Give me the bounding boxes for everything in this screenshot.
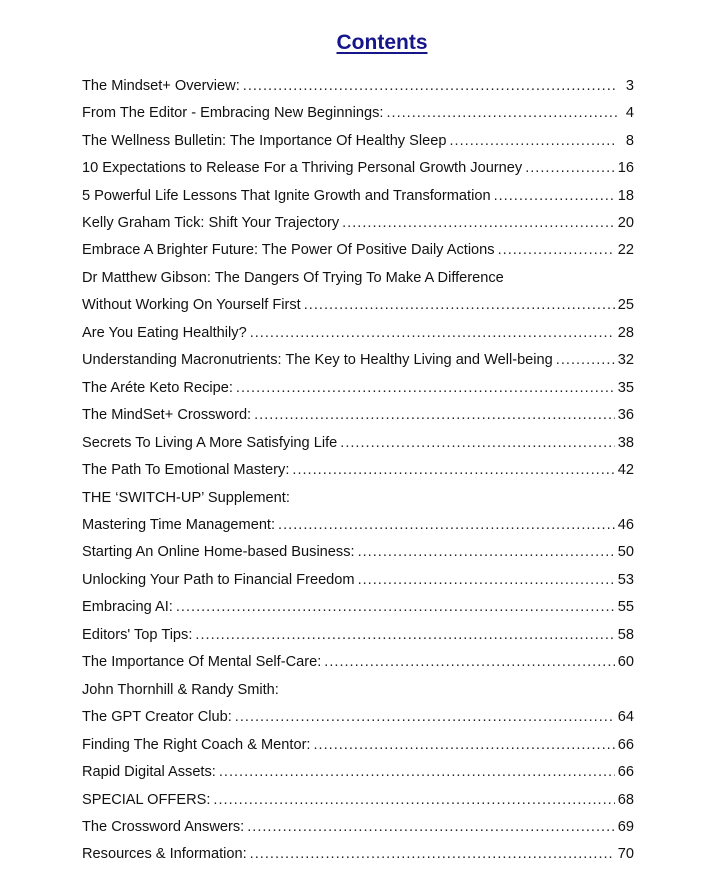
toc-entry-page-number: 25 — [617, 297, 634, 314]
toc-entry[interactable] — [82, 758, 638, 785]
toc-entry-page-number: 32 — [617, 352, 634, 369]
toc-entry[interactable] — [82, 484, 638, 511]
toc-entry-page-number: 4 — [625, 105, 634, 122]
toc-entry-page-number: 8 — [625, 132, 634, 149]
toc-entry[interactable] — [82, 401, 638, 428]
toc-entry[interactable] — [82, 374, 638, 401]
toc-entry-title: The Importance Of Mental Self-Care: — [82, 654, 322, 671]
toc-entry-title: 5 Powerful Life Lessons That Ignite Growth and Transformation — [82, 187, 491, 204]
toc-entry-title: Secrets To Living A More Satisfying Life — [82, 434, 338, 451]
dot-leader — [556, 352, 615, 368]
dot-leader — [243, 78, 617, 94]
toc-entry-page-number: 38 — [617, 434, 634, 451]
dot-leader — [195, 627, 614, 643]
toc-entry-page-number: 66 — [617, 764, 634, 781]
dot-leader — [342, 215, 615, 231]
dot-leader — [219, 764, 615, 780]
dot-leader — [213, 792, 614, 808]
toc-entry[interactable] — [82, 731, 638, 758]
toc-entry[interactable] — [82, 813, 638, 840]
dot-leader — [498, 242, 615, 258]
toc-entry-title: The GPT Creator Club: — [82, 709, 232, 726]
dot-leader — [247, 819, 615, 835]
toc-entry[interactable] — [82, 429, 638, 456]
toc-entry-title: Embrace A Brighter Future: The Power Of Positive Daily Actions — [82, 242, 495, 259]
toc-entry-title: THE ‘SWITCH-UP’ Supplement: — [82, 489, 290, 506]
toc-entry-title: Editors' Top Tips: — [82, 626, 193, 643]
toc-entry-title: 10 Expectations to Release For a Thriving Personal Growth Journey — [82, 160, 523, 177]
dot-leader — [358, 572, 615, 588]
toc-entry-title: Dr Matthew Gibson: The Dangers Of Trying To Make A Difference — [82, 269, 504, 286]
toc-entry[interactable] — [82, 594, 638, 621]
toc-entry-title: The Wellness Bulletin: The Importance Of Healthy Sleep — [82, 132, 447, 149]
dot-leader — [494, 188, 615, 204]
toc-entry-title: The Aréte Keto Recipe: — [82, 379, 233, 396]
toc-entry-title: The MindSet+ Crossword: — [82, 407, 252, 424]
toc-entry-title: Without Working On Yourself First — [82, 297, 301, 314]
toc-entry-page-number: 55 — [617, 599, 634, 616]
toc-entry[interactable] — [82, 676, 638, 703]
toc-entry[interactable] — [82, 456, 638, 483]
toc-entry-page-number: 70 — [617, 846, 634, 863]
toc-entry-title: Resources & Information: — [82, 846, 247, 863]
dot-leader — [236, 380, 615, 396]
dot-leader — [304, 297, 615, 313]
toc-entry[interactable] — [82, 319, 638, 346]
toc-entry-title: From The Editor - Embracing New Beginnings: — [82, 105, 384, 122]
toc-entry-page-number: 66 — [617, 736, 634, 753]
toc-entry-title: Kelly Graham Tick: Shift Your Trajectory — [82, 214, 340, 231]
dot-leader — [450, 133, 618, 149]
toc-entry-title: Embracing AI: — [82, 599, 173, 616]
dot-leader — [278, 517, 615, 533]
toc-entry[interactable] — [82, 786, 638, 813]
toc-entry-title: John Thornhill & Randy Smith: — [82, 681, 279, 698]
toc-entry-page-number: 20 — [617, 214, 634, 231]
toc-entry[interactable] — [82, 237, 638, 264]
dot-leader — [386, 105, 617, 121]
dot-leader — [313, 737, 614, 753]
toc-entry[interactable] — [82, 99, 638, 126]
dot-leader — [340, 435, 615, 451]
dot-leader — [250, 846, 615, 862]
toc-entry[interactable] — [82, 182, 638, 209]
dot-leader — [254, 407, 615, 423]
toc-entry-page-number: 68 — [617, 791, 634, 808]
toc-entry-page-number: 28 — [617, 324, 634, 341]
dot-leader — [525, 160, 615, 176]
page-title: Contents — [336, 31, 428, 54]
toc-entry[interactable] — [82, 511, 638, 538]
toc-entry-page-number: 46 — [617, 516, 634, 533]
toc-entry[interactable] — [82, 264, 638, 291]
toc-entry[interactable] — [82, 72, 638, 99]
toc-entry-page-number: 22 — [617, 242, 634, 259]
toc-entry-title: Unlocking Your Path to Financial Freedom — [82, 571, 355, 588]
toc-entry-page-number: 50 — [617, 544, 634, 561]
dot-leader — [324, 654, 614, 670]
toc-entry-page-number: 35 — [617, 379, 634, 396]
toc-entry[interactable] — [82, 347, 638, 374]
dot-leader — [358, 544, 615, 560]
toc-entry[interactable] — [82, 841, 638, 868]
toc-entry-title: Finding The Right Coach & Mentor: — [82, 736, 311, 753]
toc-entry-page-number: 69 — [617, 818, 634, 835]
dot-leader — [235, 709, 615, 725]
toc-entry[interactable] — [82, 539, 638, 566]
dot-leader — [176, 599, 615, 615]
toc-entry-page-number: 53 — [617, 571, 634, 588]
toc-entry-page-number: 36 — [617, 407, 634, 424]
toc-entry[interactable] — [82, 621, 638, 648]
toc-entry-title: Starting An Online Home-based Business: — [82, 544, 355, 561]
toc-entry-title: Are You Eating Healthily? — [82, 324, 247, 341]
toc-entry-page-number: 60 — [617, 654, 634, 671]
table-of-contents — [82, 72, 638, 868]
toc-entry[interactable] — [82, 127, 638, 154]
toc-entry-title: Mastering Time Management: — [82, 516, 276, 533]
toc-entry[interactable] — [82, 154, 638, 181]
toc-entry-page-number: 3 — [625, 77, 634, 94]
toc-entry-page-number: 64 — [617, 709, 634, 726]
toc-entry-page-number: 18 — [617, 187, 634, 204]
toc-entry[interactable] — [82, 566, 638, 593]
toc-entry[interactable] — [82, 209, 638, 236]
toc-entry-page-number: 16 — [617, 160, 634, 177]
toc-entry-title: SPECIAL OFFERS: — [82, 791, 211, 808]
dot-leader — [292, 462, 614, 478]
toc-entry[interactable] — [82, 649, 638, 676]
toc-entry[interactable] — [82, 292, 638, 319]
toc-entry-title: Rapid Digital Assets: — [82, 764, 216, 781]
toc-entry-title: The Path To Emotional Mastery: — [82, 462, 290, 479]
toc-entry-title: The Crossword Answers: — [82, 818, 245, 835]
toc-entry-title: The Mindset+ Overview: — [82, 77, 240, 94]
toc-entry-title: Understanding Macronutrients: The Key to Healthy Living and Well-being — [82, 352, 553, 369]
toc-entry-page-number: 58 — [617, 626, 634, 643]
dot-leader — [250, 325, 615, 341]
toc-entry-page-number: 42 — [617, 462, 634, 479]
toc-entry[interactable] — [82, 703, 638, 730]
